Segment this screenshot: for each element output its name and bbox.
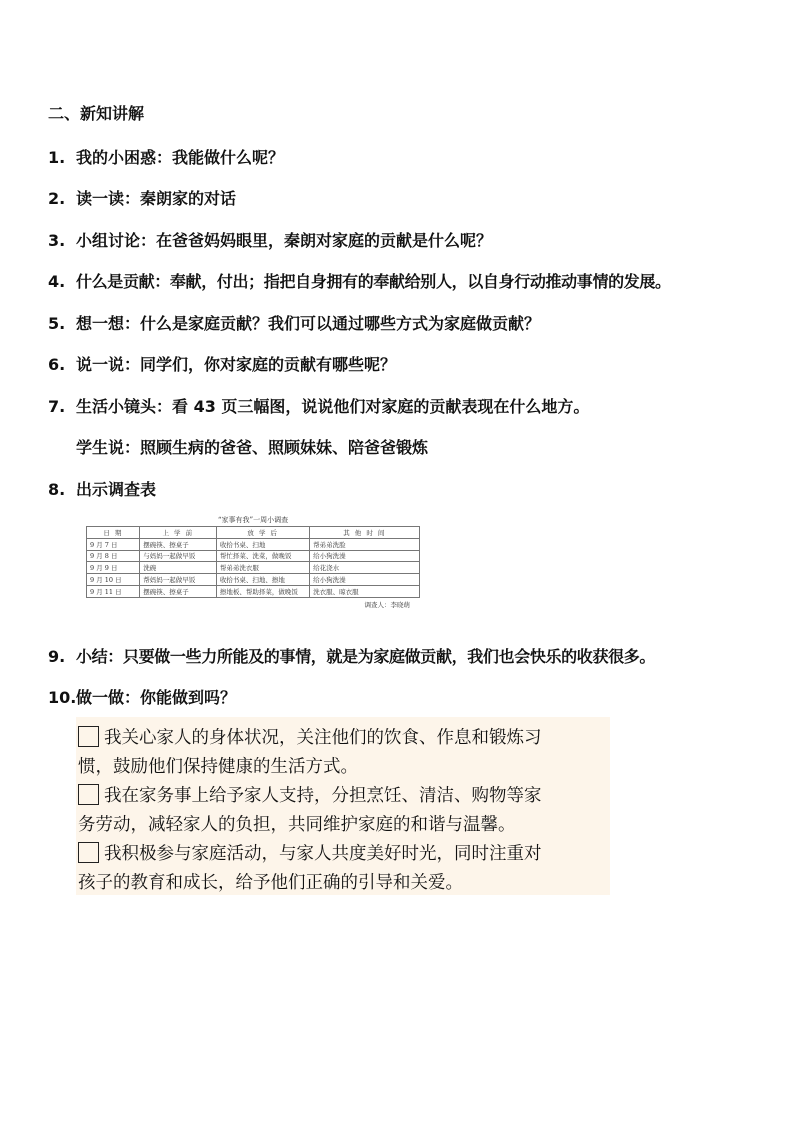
item-sub-text: 学生说：照顾生病的爸爸、照顾妹妹、陪爸爸锻炼 bbox=[76, 438, 429, 457]
table-cell: 给小狗洗澡 bbox=[310, 550, 420, 562]
checklist-text: 孩子的教育和成长，给予他们正确的引导和关爱。 bbox=[78, 873, 463, 893]
column-header: 日 期 bbox=[87, 527, 140, 539]
table-cell: 收拾书桌、扫地 bbox=[216, 538, 309, 550]
checkbox[interactable] bbox=[78, 784, 99, 805]
checklist-text: 务劳动，减轻家人的负担，共同维护家庭的和谐与温馨。 bbox=[78, 815, 516, 835]
table-cell: 收拾书桌、扫地、擦地 bbox=[216, 574, 309, 586]
checkbox[interactable] bbox=[78, 842, 99, 863]
item-number: 8. bbox=[48, 480, 66, 499]
survey-table-image bbox=[86, 514, 420, 628]
column-header: 上 学 前 bbox=[140, 527, 217, 539]
table-cell: 帮忙择菜、洗菜，做晚饭 bbox=[216, 550, 309, 562]
table-cell: 洗碗 bbox=[140, 562, 217, 574]
list-item bbox=[48, 145, 284, 168]
checklist-text: 惯，鼓励他们保持健康的生活方式。 bbox=[78, 757, 358, 777]
checklist-line bbox=[78, 811, 516, 839]
table-row bbox=[87, 574, 420, 586]
item-text: 出示调查表 bbox=[76, 480, 157, 499]
table-cell: 洗衣服、晾衣服 bbox=[310, 585, 420, 597]
item-number: 7. bbox=[48, 397, 66, 416]
table-cell: 9 月 11 日 bbox=[87, 585, 140, 597]
checklist-line bbox=[78, 840, 542, 868]
table-cell: 帮妈妈一起做早饭 bbox=[140, 574, 217, 586]
item-number: 2. bbox=[48, 189, 66, 208]
section-title: 二、新知讲解 bbox=[48, 104, 145, 123]
item-text: 想一想：什么是家庭贡献？我们可以通过哪些方式为家庭做贡献？ bbox=[76, 314, 541, 333]
list-item bbox=[48, 477, 156, 500]
table-cell: 给花浇水 bbox=[310, 562, 420, 574]
item-text: 小结：只要做一些力所能及的事情，就是为家庭做贡献，我们也会快乐的收获很多。 bbox=[76, 647, 656, 666]
list-item bbox=[48, 186, 236, 209]
checklist-line bbox=[78, 753, 358, 781]
table-row bbox=[87, 585, 420, 597]
table-cell: 与妈妈一起做早饭 bbox=[140, 550, 217, 562]
table-cell: 给小狗洗澡 bbox=[310, 574, 420, 586]
list-item bbox=[48, 311, 540, 334]
checklist-text: 我关心家人的身体状况，关注他们的饮食、作息和锻炼习 bbox=[104, 728, 542, 748]
survey-signature: 调查人：李晓萌 bbox=[364, 600, 410, 609]
item-number: 9. bbox=[48, 647, 66, 666]
table-row bbox=[87, 538, 420, 550]
column-header: 其 他 时 间 bbox=[310, 527, 420, 539]
table-cell: 9 月 9 日 bbox=[87, 562, 140, 574]
item-number: 4. bbox=[48, 272, 66, 291]
item-text: 小组讨论：在爸爸妈妈眼里，秦朗对家庭的贡献是什么呢？ bbox=[76, 231, 493, 250]
checklist-box bbox=[76, 717, 610, 895]
table-row bbox=[87, 562, 420, 574]
item-number: 10. bbox=[48, 688, 77, 707]
table-row bbox=[87, 550, 420, 562]
list-item bbox=[48, 644, 655, 667]
table-cell: 摆碗筷、擦桌子 bbox=[140, 585, 217, 597]
list-item bbox=[48, 394, 589, 417]
item-number: 5. bbox=[48, 314, 66, 333]
checklist-line bbox=[78, 724, 542, 752]
item-text: 生活小镜头：看 43 页三幅图，说说他们对家庭的贡献表现在什么地方。 bbox=[76, 397, 590, 416]
item-text: 什么是贡献：奉献，付出；指把自身拥有的奉献给别人，以自身行动推动事情的发展。 bbox=[76, 272, 671, 291]
item-text: 说一说：同学们，你对家庭的贡献有哪些呢？ bbox=[76, 355, 397, 374]
item-text: 读一读：秦朗家的对话 bbox=[76, 189, 237, 208]
table-cell: 9 月 8 日 bbox=[87, 550, 140, 562]
item-number: 3. bbox=[48, 231, 66, 250]
table-cell: 9 月 7 日 bbox=[87, 538, 140, 550]
checklist-text: 我在家务事上给予家人支持，分担烹饪、清洁、购物等家 bbox=[104, 786, 542, 806]
survey-title: “家事有我”一周小调查 bbox=[217, 516, 289, 524]
column-header: 放 学 后 bbox=[216, 527, 309, 539]
list-item bbox=[48, 352, 396, 375]
table-header-row bbox=[87, 527, 420, 539]
item-text: 做一做：你能做到吗？ bbox=[76, 688, 237, 707]
survey-table bbox=[86, 526, 420, 598]
list-item bbox=[48, 269, 671, 292]
checklist-line bbox=[78, 869, 463, 897]
item-number: 1. bbox=[48, 148, 66, 167]
table-cell: 擦地板、帮助择菜，做晚饭 bbox=[216, 585, 309, 597]
item-number: 6. bbox=[48, 355, 66, 374]
item-text: 我的小困惑：我能做什么呢？ bbox=[76, 148, 285, 167]
checklist-text: 我积极参与家庭活动，与家人共度美好时光，同时注重对 bbox=[104, 844, 542, 864]
list-item bbox=[48, 685, 236, 708]
checklist-line bbox=[78, 782, 542, 810]
table-cell: 帮弟弟洗脸 bbox=[310, 538, 420, 550]
table-cell: 摆碗筷、擦桌子 bbox=[140, 538, 217, 550]
table-cell: 帮弟弟洗衣服 bbox=[216, 562, 309, 574]
list-item bbox=[48, 228, 492, 251]
table-cell: 9 月 10 日 bbox=[87, 574, 140, 586]
checkbox[interactable] bbox=[78, 726, 99, 747]
